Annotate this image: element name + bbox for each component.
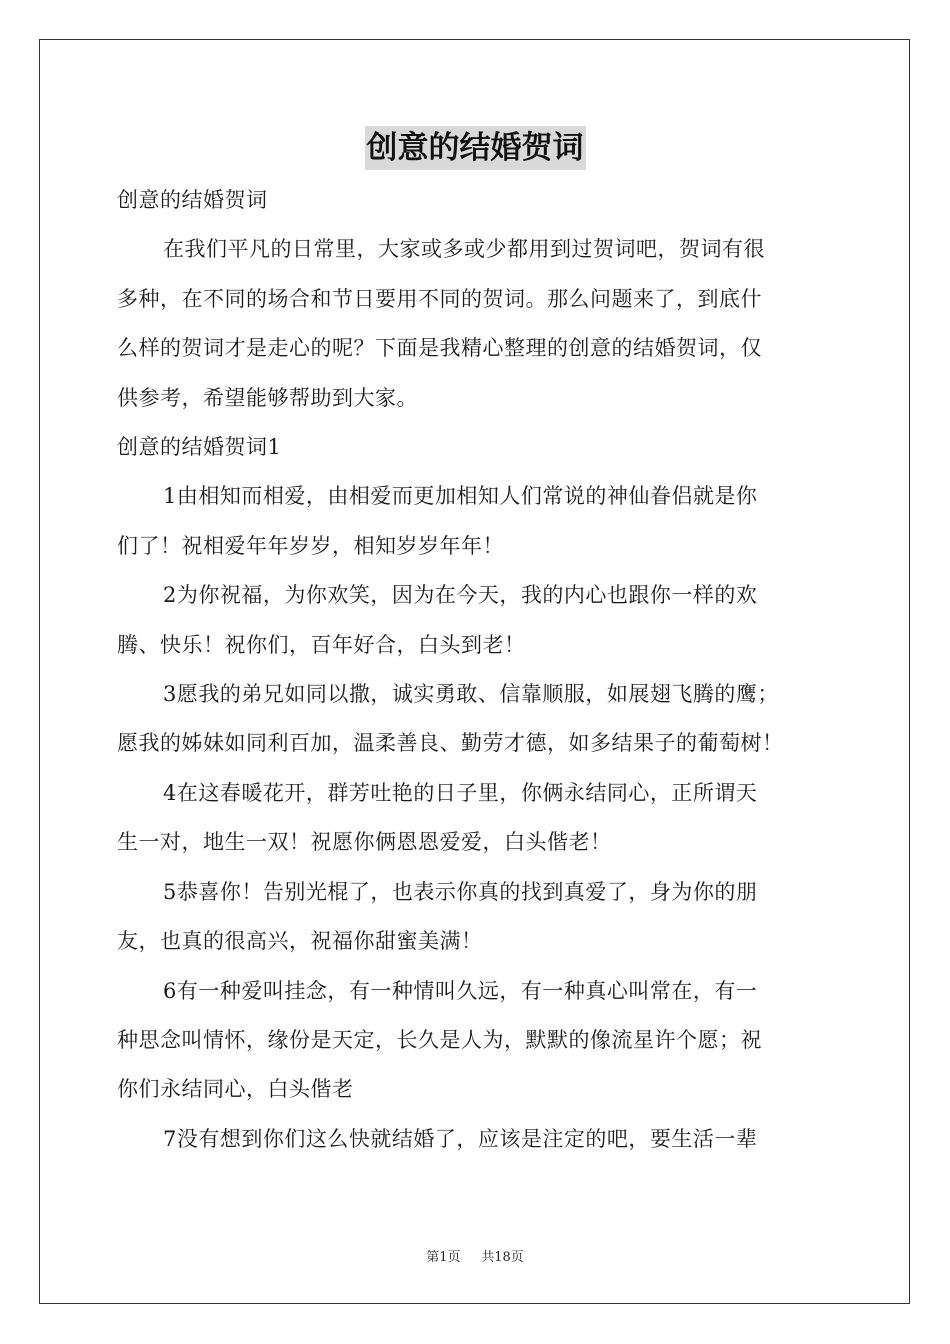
document-title: 创意的结婚贺词 bbox=[365, 126, 586, 170]
document-body bbox=[117, 176, 835, 1164]
text-line: 生一对，地生一双！祝愿你俩恩恩爱爱，白头偕老！ bbox=[117, 830, 612, 855]
text-line: 愿我的姊妹如同利百加，温柔善良、勤劳才德，如多结果子的葡萄树！ bbox=[117, 731, 784, 756]
page-total: 共18页 bbox=[481, 1250, 524, 1265]
text-line: 1由相知而相爱，由相爱而更加相知人们常说的神仙眷侣就是你 bbox=[163, 484, 758, 509]
text-line: 2为你祝福，为你欢笑，因为在今天，我的内心也跟你一样的欢 bbox=[163, 583, 758, 608]
text-line: 们了！祝相爱年年岁岁，相知岁岁年年！ bbox=[117, 533, 504, 558]
footer-spacer bbox=[465, 1250, 477, 1265]
text-line: 创意的结婚贺词1 bbox=[117, 435, 282, 460]
text-line: 7没有想到你们这么快就结婚了，应该是注定的吧，要生活一辈 bbox=[163, 1126, 758, 1151]
title-container bbox=[0, 126, 950, 170]
page-number: 第1页 bbox=[426, 1250, 461, 1265]
text-line: 友，也真的很高兴，祝福你甜蜜美满！ bbox=[117, 929, 483, 954]
text-line: 6有一种爱叫挂念，有一种情叫久远，有一种真心叫常在，有一 bbox=[163, 978, 758, 1003]
text-line: 你们永结同心，白头偕老 bbox=[117, 1077, 354, 1102]
text-line: 在我们平凡的日常里，大家或多或少都用到过贺词吧，贺词有很 bbox=[163, 237, 765, 262]
text-line: 种思念叫情怀，缘份是天定，长久是人为，默默的像流星许个愿；祝 bbox=[117, 1027, 762, 1052]
text-line: 5恭喜你！告别光棍了，也表示你真的找到真爱了，身为你的朋 bbox=[163, 879, 758, 904]
page-footer bbox=[0, 1246, 950, 1265]
text-line: 创意的结婚贺词 bbox=[117, 188, 268, 212]
text-line: 供参考，希望能够帮助到大家。 bbox=[117, 385, 418, 410]
text-line: 腾、快乐！祝你们，百年好合，白头到老！ bbox=[117, 632, 526, 657]
text-line: 3愿我的弟兄如同以撒，诚实勇敢、信靠顺服，如展翅飞腾的鹰； bbox=[163, 682, 779, 707]
text-line: 么样的贺词才是走心的呢？下面是我精心整理的创意的结婚贺词，仅 bbox=[117, 336, 762, 361]
text-line: 多种，在不同的场合和节日要用不同的贺词。那么问题来了，到底什 bbox=[117, 286, 762, 311]
text-line: 4在这春暖花开，群芳吐艳的日子里，你俩永结同心，正所谓天 bbox=[163, 780, 758, 805]
